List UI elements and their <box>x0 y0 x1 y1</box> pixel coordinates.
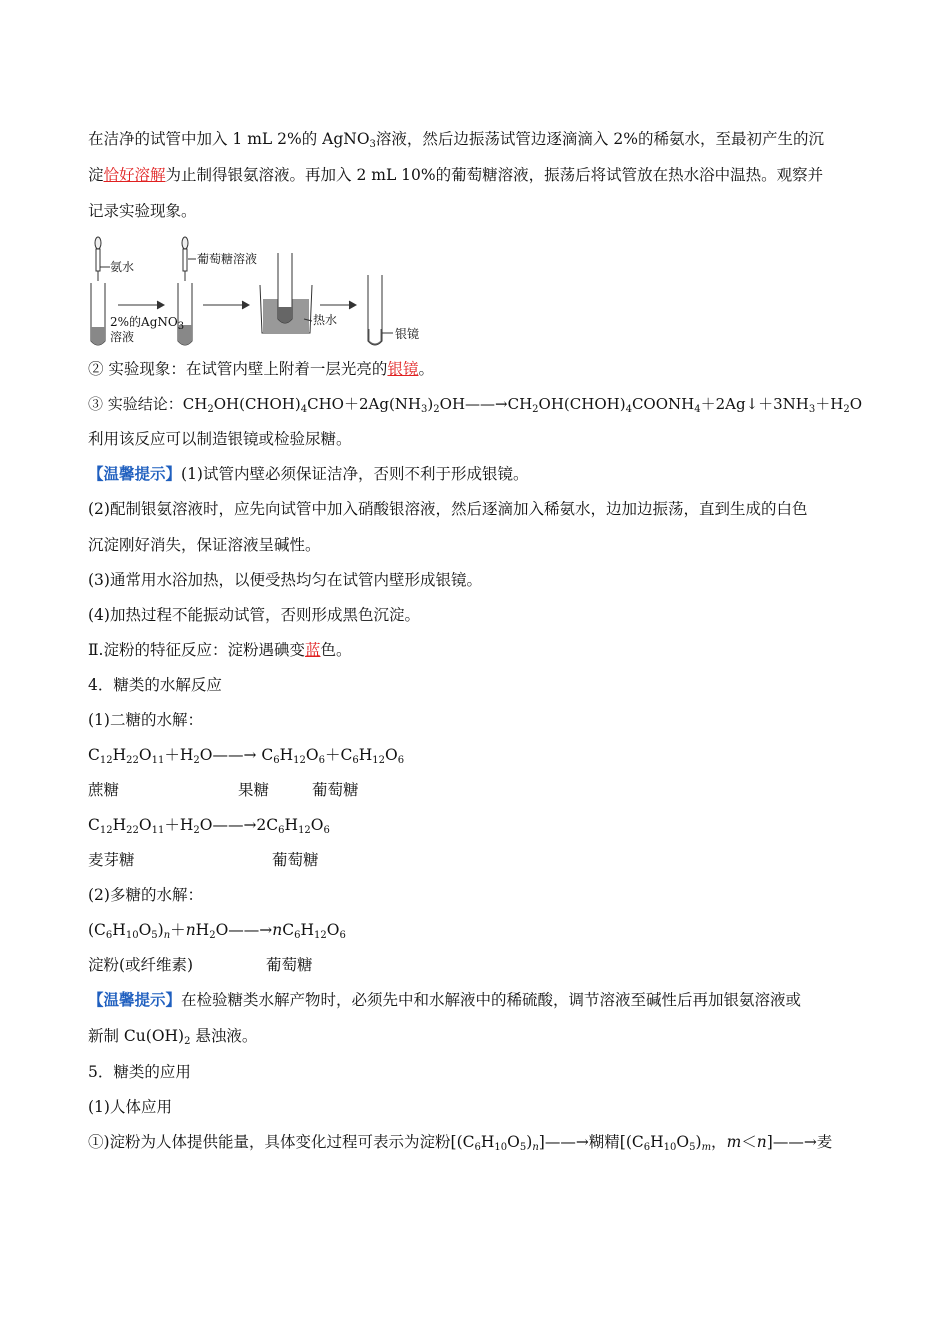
eq-text: H <box>279 746 294 764</box>
eq-subscript: 12 <box>99 755 113 766</box>
eq-text: OH(CHOH) <box>538 395 626 413</box>
eq-subscript: 10 <box>663 1142 677 1153</box>
equation-maltose <box>88 813 863 837</box>
eq-subscript: 4 <box>625 404 632 415</box>
answer-highlight: 恰好溶解 <box>103 166 166 184</box>
eq-text: H <box>650 1133 664 1151</box>
text: 溶液，然后边振荡试管边逐滴滴入 2%的稀氨水，至最初产生的沉 <box>375 130 824 148</box>
tip-label: 【温馨提示】 <box>88 990 182 1009</box>
eq-subscript: 22 <box>126 755 139 766</box>
eq-text: O <box>305 746 319 764</box>
tip1-item4: (4)加热过程不能振动试管，否则形成黑色沉淀。 <box>88 606 420 624</box>
text: 悬浊液。 <box>190 1027 258 1045</box>
eq-subscript: 5 <box>519 1142 527 1153</box>
phenomenon-line <box>88 357 863 381</box>
eq-variable: n <box>185 921 196 939</box>
eq-text: CH <box>182 395 208 413</box>
eq-text: ＋H <box>815 395 844 413</box>
eq-text: OH——→CH <box>439 395 533 413</box>
eq-text: ) <box>526 1133 533 1151</box>
eq-subscript: 11 <box>151 755 165 766</box>
section5-line <box>88 1130 863 1154</box>
paragraph-procedure-line1 <box>88 127 863 151</box>
eq-text: ) <box>695 1133 702 1151</box>
eq-subscript: 4 <box>694 404 701 415</box>
document-body <box>88 124 863 1154</box>
eq-text: C <box>88 746 100 764</box>
eq-subscript: 6 <box>352 755 359 766</box>
label-agno3 <box>110 315 185 332</box>
compound-name: 葡萄糖 <box>272 851 319 869</box>
eq-subscript: m <box>701 1142 712 1153</box>
text: 在洁净的试管中加入 1 mL 2%的 AgNO <box>88 130 370 148</box>
eq-text: O <box>384 746 398 764</box>
chemical-equation <box>88 746 404 764</box>
eq-subscript: 2 <box>193 755 200 766</box>
section5-sub1: (1)人体应用 <box>88 1098 172 1116</box>
eq-subscript: 6 <box>339 930 346 941</box>
eq-subscript: 6 <box>323 825 330 836</box>
eq-text: ) <box>427 395 434 413</box>
eq-subscript: 6 <box>273 755 280 766</box>
eq-variable: n <box>756 1133 767 1151</box>
eq-text: ＋C <box>324 746 353 764</box>
eq-text: O <box>138 816 152 834</box>
eq-text: ) <box>157 921 164 939</box>
compound-name: 果糖 <box>238 781 270 799</box>
text: ③ 实验结论： <box>88 395 183 413</box>
text: 2%的AgNO <box>110 315 178 329</box>
eq-text: ， <box>711 1133 727 1151</box>
eq-subscript: 2 <box>209 930 216 941</box>
eq-text: O <box>849 395 863 413</box>
eq-subscript: 6 <box>294 930 301 941</box>
label-glucose: 葡萄糖溶液 <box>197 252 258 266</box>
eq-text: C <box>88 816 100 834</box>
eq-text: ]——→糊精[(C <box>538 1133 644 1151</box>
chemical-equation <box>88 816 330 834</box>
eq-text: O <box>138 921 152 939</box>
equation-sucrose <box>88 743 863 767</box>
answer-highlight: 银镜 <box>387 360 419 378</box>
eq-variable: m <box>726 1133 742 1151</box>
apparatus-illustration <box>88 233 448 351</box>
eq-text: H <box>195 921 210 939</box>
label-silver-mirror: 银镜 <box>395 327 420 341</box>
eq-text: O——→ <box>215 921 273 939</box>
eq-subscript: 10 <box>494 1142 508 1153</box>
eq-subscript: 2 <box>193 825 200 836</box>
eq-text: H <box>112 816 127 834</box>
eq-text: O <box>310 816 324 834</box>
eq-subscript: 12 <box>293 755 306 766</box>
text: 。 <box>418 360 434 378</box>
eq-subscript: 12 <box>99 825 113 836</box>
eq-variable: n <box>272 921 283 939</box>
eq-text: (C <box>88 921 106 939</box>
text: 新制 Cu(OH) <box>88 1027 185 1045</box>
eq-text: C <box>282 921 295 939</box>
section4-sub2: (2)多糖的水解： <box>88 886 203 904</box>
eq-text: O <box>326 921 340 939</box>
eq-text: O <box>676 1133 690 1151</box>
eq-text: ＋H <box>164 816 194 834</box>
paragraph-procedure-line2 <box>88 163 863 187</box>
tip1-item2a: (2)配制银氨溶液时，应先向试管中加入硝酸银溶液，然后逐滴加入稀氨水，边加边振荡，直到生成的白色 <box>88 500 808 518</box>
eq-text: ＜ <box>741 1133 757 1151</box>
eq-subscript: 11 <box>151 825 165 836</box>
names-starch <box>88 953 863 977</box>
eq-text: H <box>358 746 373 764</box>
section5-title: 5．糖类的应用 <box>88 1063 191 1081</box>
eq-subscript: 6 <box>643 1142 651 1153</box>
eq-text: H <box>480 1133 495 1151</box>
eq-text: ＋H <box>164 746 194 764</box>
eq-text: ]——→麦 <box>766 1133 833 1151</box>
eq-subscript: 6 <box>474 1142 481 1153</box>
text: ② 实验现象：在试管内壁上附着一层光亮的 <box>88 360 388 378</box>
eq-text: ＋ <box>170 921 186 939</box>
eq-subscript: 5 <box>151 930 158 941</box>
eq-subscript: 6 <box>278 825 285 836</box>
text: 色。 <box>320 641 352 659</box>
eq-text: H <box>300 921 315 939</box>
compound-name: 麦芽糖 <box>88 851 135 869</box>
compound-name: 葡萄糖 <box>266 956 313 974</box>
label-ammonia: 氨水 <box>110 260 135 274</box>
eq-text: CHO＋2Ag(NH <box>307 395 422 413</box>
eq-subscript: 2 <box>207 404 214 415</box>
eq-text: OH(CHOH) <box>213 395 301 413</box>
text: Ⅱ.淀粉的特征反应：淀粉遇碘变 <box>88 641 305 659</box>
eq-subscript: 6 <box>318 755 325 766</box>
eq-text: H <box>112 746 127 764</box>
eq-text: O <box>138 746 152 764</box>
eq-subscript: 12 <box>314 930 327 941</box>
tip1-item1 <box>88 462 863 486</box>
subscript: 3 <box>177 321 185 332</box>
eq-subscript: 6 <box>105 930 113 941</box>
eq-subscript: n <box>163 930 171 941</box>
tip2-line1 <box>88 988 863 1012</box>
usage-line: 利用该反应可以制造银镜或检验尿糖。 <box>88 430 352 448</box>
text: 在检验糖类水解产物时，必须先中和水解液中的稀硫酸，调节溶液至碱性后再加银氨溶液或 <box>181 991 802 1009</box>
compound-name: 淀粉(或纤维素) <box>88 956 194 974</box>
tip1-item3: (3)通常用水浴加热，以便受热均匀在试管内壁形成银镜。 <box>88 571 482 589</box>
text: 淀 <box>88 166 104 184</box>
tip-label: 【温馨提示】 <box>88 464 182 483</box>
chemical-equation <box>88 1133 832 1151</box>
names-maltose <box>88 848 863 872</box>
eq-subscript: 2 <box>843 404 850 415</box>
eq-subscript: 2 <box>532 404 539 415</box>
tip2-line2 <box>88 1024 863 1048</box>
answer-highlight: 蓝 <box>304 641 321 659</box>
eq-text: O <box>507 1133 520 1151</box>
eq-subscript: 10 <box>125 930 139 941</box>
eq-subscript: 3 <box>808 404 816 415</box>
chemical-equation <box>88 921 346 939</box>
eq-subscript: 12 <box>298 825 311 836</box>
eq-subscript: 2 <box>433 404 440 415</box>
eq-subscript: 3 <box>421 404 428 415</box>
chemical-equation <box>183 395 862 413</box>
eq-text: H <box>284 816 299 834</box>
eq-subscript: 22 <box>126 825 139 836</box>
label-solution: 溶液 <box>110 330 135 344</box>
section4-sub1: (1)二糖的水解： <box>88 711 203 729</box>
eq-text: O——→2C <box>199 816 279 834</box>
text: 为止制得银氨溶液。再加入 2 mL 10%的葡萄糖溶液，振荡后将试管放在热水浴中温热。观察并 <box>165 166 824 184</box>
eq-subscript: 12 <box>372 755 385 766</box>
subscript: 3 <box>369 139 376 150</box>
text: (1)试管内壁必须保证洁净，否则不利于形成银镜。 <box>181 465 529 483</box>
names-sucrose <box>88 778 863 802</box>
starch-line <box>88 638 863 662</box>
compound-name: 蔗糖 <box>88 781 120 799</box>
eq-subscript: 5 <box>689 1142 696 1153</box>
paragraph-procedure-line3: 记录实验现象。 <box>88 202 197 220</box>
compound-name: 葡萄糖 <box>312 781 359 799</box>
conclusion-line <box>88 392 863 416</box>
eq-subscript: 4 <box>300 404 308 415</box>
subscript: 2 <box>184 1036 191 1047</box>
eq-subscript: n <box>532 1142 539 1153</box>
eq-text: O——→ C <box>199 746 274 764</box>
section4-title: 4．糖类的水解反应 <box>88 676 222 694</box>
tip1-item2b: 沉淀刚好消失，保证溶液呈碱性。 <box>88 536 321 554</box>
label-hot-water: 热水 <box>313 313 338 327</box>
equation-starch <box>88 918 863 942</box>
experiment-diagram <box>88 233 448 351</box>
eq-text: ①)淀粉为人体提供能量，具体变化过程可表示为淀粉[(C <box>88 1133 475 1151</box>
eq-text: ＋2Ag↓＋3NH <box>700 395 809 413</box>
eq-text: COONH <box>631 395 695 413</box>
eq-subscript: 6 <box>397 755 405 766</box>
eq-text: H <box>112 921 126 939</box>
